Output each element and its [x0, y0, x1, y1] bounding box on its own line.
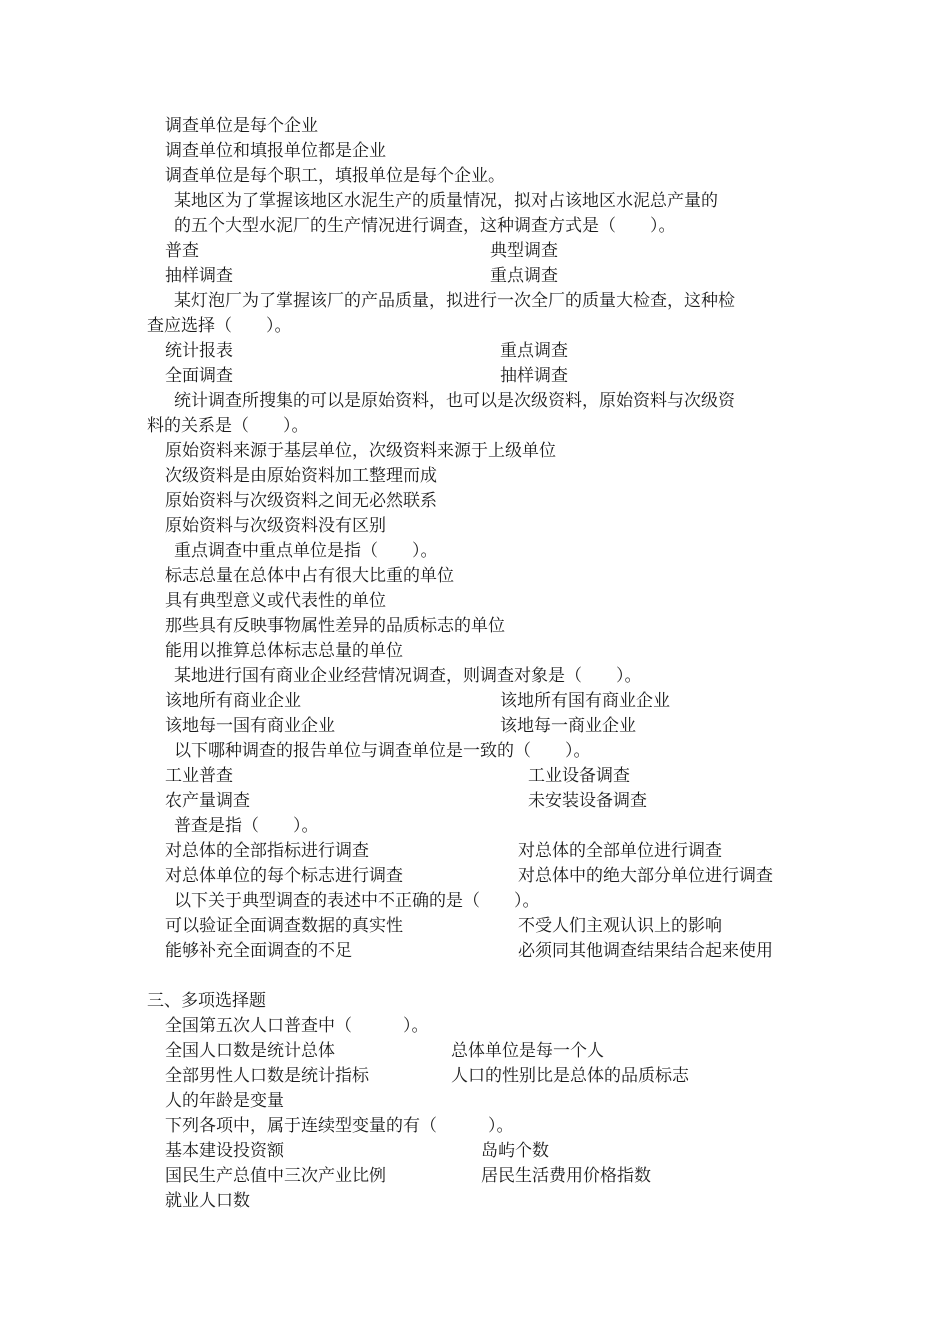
option-c: 抽样调查 — [165, 266, 233, 286]
option-b: 岛屿个数 — [481, 1141, 549, 1161]
option-a: 标志总量在总体中占有很大比重的单位 — [165, 566, 454, 586]
option-c: 那些具有反映事物属性差异的品质标志的单位 — [165, 616, 505, 636]
question-stem-continued: 的五个大型水泥厂的生产情况进行调查，这种调查方式是（ ）。 — [174, 216, 676, 236]
option-d: 重点调查 — [490, 266, 558, 286]
option-b: 工业设备调查 — [528, 766, 630, 786]
option-d: 居民生活费用价格指数 — [481, 1166, 651, 1186]
question-stem: 某地区为了掌握该地区水泥生产的质量情况，拟对占该地区水泥总产量的 — [174, 191, 718, 211]
option-d: 能用以推算总体标志总量的单位 — [165, 641, 403, 661]
question-stem: 以下关于典型调查的表述中不正确的是（ ）。 — [174, 891, 540, 911]
question-stem: 全国第五次人口普查中（ ）。 — [165, 1016, 429, 1036]
option-b: 该地所有国有商业企业 — [500, 691, 670, 711]
option-b: 不受人们主观认识上的影响 — [518, 916, 722, 936]
option-c: 全部男性人口数是统计指标 — [165, 1066, 369, 1086]
question-stem: 某地进行国有商业企业经营情况调查，则调查对象是（ ）。 — [174, 666, 642, 686]
option-b: 重点调查 — [500, 341, 568, 361]
option-line: 调查单位是每个职工，填报单位是每个企业。 — [165, 166, 505, 186]
option-a: 该地所有商业企业 — [165, 691, 301, 711]
option-e: 人的年龄是变量 — [165, 1091, 284, 1111]
option-d: 抽样调查 — [500, 366, 568, 386]
option-a: 原始资料来源于基层单位，次级资料来源于上级单位 — [165, 441, 556, 461]
question-stem: 以下哪种调查的报告单位与调查单位是一致的（ ）。 — [174, 741, 591, 761]
option-a: 普查 — [165, 241, 199, 261]
option-d: 该地每一商业企业 — [500, 716, 636, 736]
option-b: 典型调查 — [490, 241, 558, 261]
option-c: 该地每一国有商业企业 — [165, 716, 335, 736]
option-e: 就业人口数 — [165, 1191, 250, 1211]
option-line: 调查单位是每个企业 — [165, 116, 318, 136]
option-c: 能够补充全面调查的不足 — [165, 941, 352, 961]
option-a: 对总体的全部指标进行调查 — [165, 841, 369, 861]
question-stem: 重点调查中重点单位是指（ ）。 — [174, 541, 438, 561]
question-stem-continued: 查应选择（ ）。 — [147, 316, 292, 336]
question-stem-continued: 料的关系是（ ）。 — [147, 416, 309, 436]
option-c: 国民生产总值中三次产业比例 — [165, 1166, 386, 1186]
option-d: 人口的性别比是总体的品质标志 — [451, 1066, 689, 1086]
option-d: 必须同其他调查结果结合起来使用 — [518, 941, 773, 961]
question-stem: 统计调查所搜集的可以是原始资料，也可以是次级资料，原始资料与次级资 — [174, 391, 735, 411]
option-b: 对总体的全部单位进行调查 — [518, 841, 722, 861]
option-a: 全国人口数是统计总体 — [165, 1041, 335, 1061]
option-b: 次级资料是由原始资料加工整理而成 — [165, 466, 437, 486]
option-a: 可以验证全面调查数据的真实性 — [165, 916, 403, 936]
option-c: 农产量调查 — [165, 791, 250, 811]
option-d: 未安装设备调查 — [528, 791, 647, 811]
option-c: 对总体单位的每个标志进行调查 — [165, 866, 403, 886]
option-line: 调查单位和填报单位都是企业 — [165, 141, 386, 161]
option-a: 统计报表 — [165, 341, 233, 361]
question-stem: 普查是指（ ）。 — [174, 816, 319, 836]
question-stem: 下列各项中，属于连续型变量的有（ ）。 — [165, 1116, 514, 1136]
option-d: 原始资料与次级资料没有区别 — [165, 516, 386, 536]
option-a: 工业普查 — [165, 766, 233, 786]
option-b: 具有典型意义或代表性的单位 — [165, 591, 386, 611]
option-b: 总体单位是每一个人 — [451, 1041, 604, 1061]
option-c: 原始资料与次级资料之间无必然联系 — [165, 491, 437, 511]
question-stem: 某灯泡厂为了掌握该厂的产品质量，拟进行一次全厂的质量大检查，这种检 — [174, 291, 735, 311]
section-heading: 三、多项选择题 — [147, 991, 266, 1011]
option-d: 对总体中的绝大部分单位进行调查 — [518, 866, 773, 886]
option-a: 基本建设投资额 — [165, 1141, 284, 1161]
option-c: 全面调查 — [165, 366, 233, 386]
